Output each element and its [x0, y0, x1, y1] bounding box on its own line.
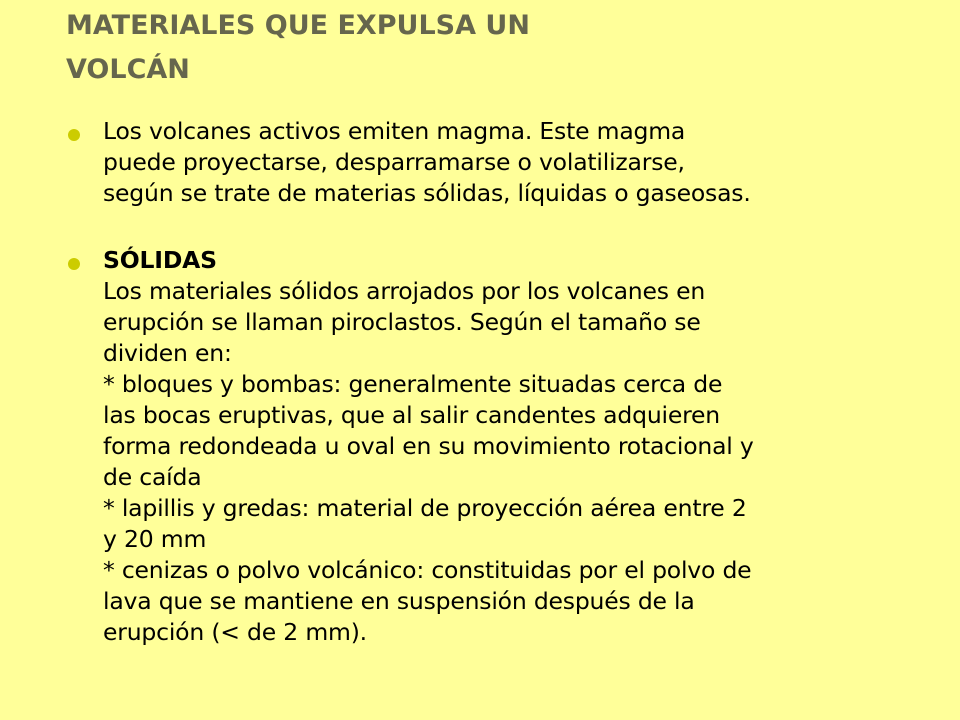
bullet-line: erupción (< de 2 mm). [103, 618, 367, 646]
bullet-heading: SÓLIDAS [103, 246, 217, 274]
bullet-line: de caída [103, 463, 202, 491]
bullet-line: * lapillis y gredas: material de proyección aérea entre 2 [103, 494, 747, 522]
bullet-line: * cenizas o polvo volcánico: constituidas por el polvo de [103, 556, 752, 584]
title-line-2: VOLCÁN [66, 54, 190, 85]
bullet-line: dividen en: [103, 339, 232, 367]
bullet-line: Los materiales sólidos arrojados por los volcanes en [103, 277, 706, 305]
bullet-line: según se trate de materias sólidas, líquidas o gaseosas. [103, 179, 751, 207]
bullet-line: Los volcanes activos emiten magma. Este magma [103, 117, 686, 145]
bullet-dot-icon [68, 258, 80, 270]
bullet-line: puede proyectarse, desparramarse o volatilizarse, [103, 148, 685, 176]
bullet-line: lava que se mantiene en suspensión después de la [103, 587, 695, 615]
bullet-line: * bloques y bombas: generalmente situadas cerca de [103, 370, 723, 398]
bullet-text-intro [103, 116, 908, 209]
bullet-line: las bocas eruptivas, que al salir candentes adquieren [103, 401, 720, 429]
slide-title [66, 4, 866, 92]
bullet-line: forma redondeada u oval en su movimiento rotacional y [103, 432, 754, 460]
title-line-1: MATERIALES QUE EXPULSA UN [66, 10, 530, 41]
bullet-text-solidas [103, 245, 908, 648]
bullet-line: y 20 mm [103, 525, 207, 553]
bullet-dot-icon [68, 129, 80, 141]
bullet-line: erupción se llaman piroclastos. Según el tamaño se [103, 308, 701, 336]
